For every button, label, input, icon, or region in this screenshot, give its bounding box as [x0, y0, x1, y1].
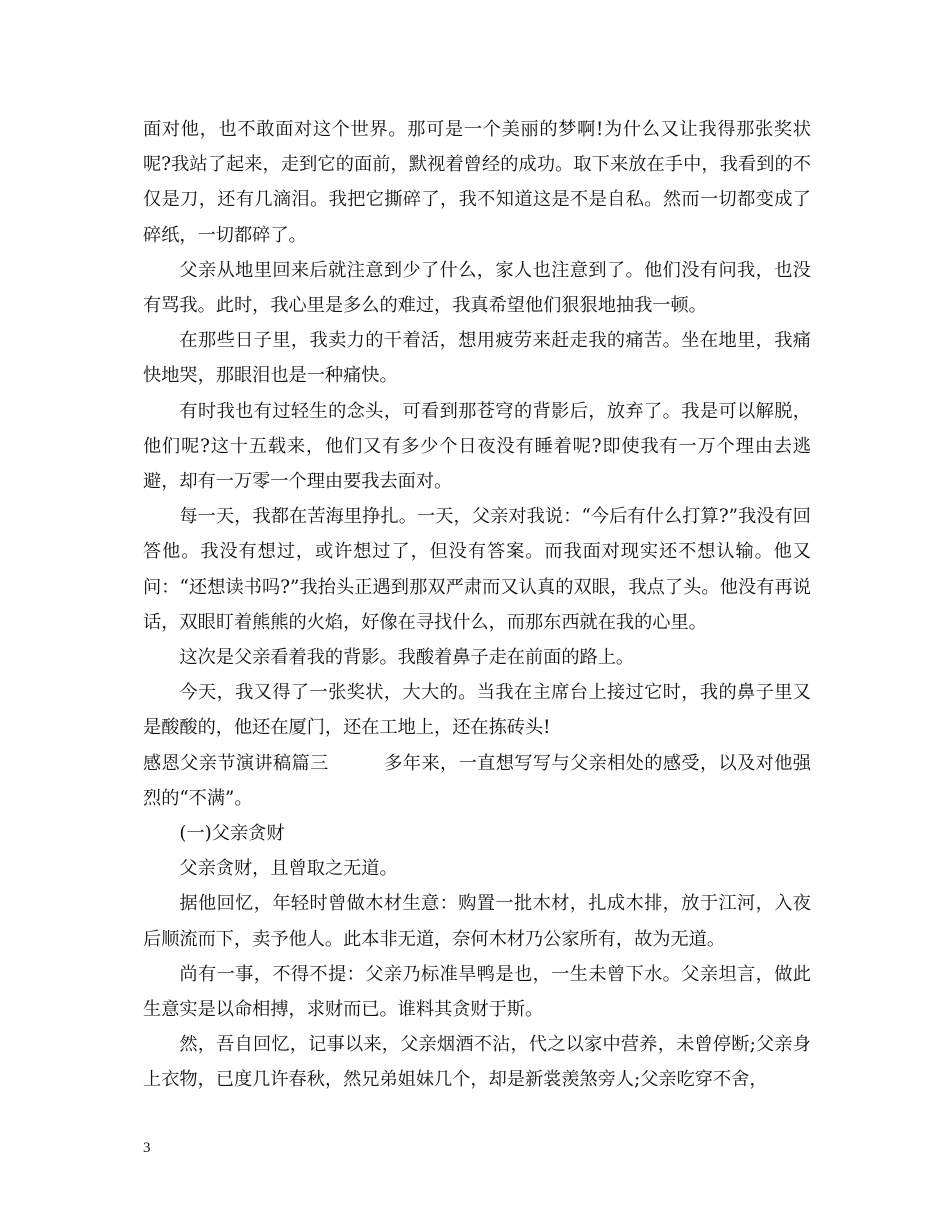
paragraph-2: 父亲从地里回来后就注意到少了什么，家人也注意到了。他们没有问我，也没有骂我。此时，我心里是多么的难过，我真希望他们狠狠地抽我一顿。	[143, 259, 811, 317]
paragraph-13: 然，吾自回忆，记事以来，父亲烟酒不沾，代之以家中营养，未曾停断;父亲身上衣物，已度几许春秋，然兄弟姐妹几个，却是新裳羡煞旁人;父亲吃穿不舍，	[143, 1034, 811, 1091]
paragraph-5: 每一天，我都在苦海里挣扎。一天，父亲对我说：“今后有什么打算?”我没有回答他。我没有想过，或许想过了，但没有答案。而我面对现实还不想认输。他又问：“还想读书吗?”我抬头正遇到那双严肃而又认真的双眼，我点了头。他没有再说话，双眼盯着熊熊的火焰，好像在寻找什么，而那东西就在我的心里。	[143, 506, 811, 633]
paragraph-1: 面对他，也不敢面对这个世界。那可是一个美丽的梦啊!为什么又让我得那张奖状呢?我站了起来，走到它的面前，默视着曾经的成功。取下来放在手中，我看到的不仅是刀，还有几滴泪。我把它撕碎了，我不知道这是不是自私。然而一切都变成了碎纸，一切都碎了。	[143, 119, 811, 246]
paragraph-11: 据他回忆，年轻时曾做木材生意：购置一批木材，扎成木排，放于江河，入夜后顺流而下，卖予他人。此本非无道，奈何木材乃公家所有，故为无道。	[143, 893, 811, 950]
subheading-father-greedy: (一)父亲贪财	[179, 823, 285, 845]
paragraph-6: 这次是父亲看着我的背影。我酸着鼻子走在前面的路上。	[179, 647, 635, 669]
paragraph-4: 有时我也有过轻生的念头，可看到那苍穹的背影后，放弃了。我是可以解脱，他们呢?这十五载来，他们又有多少个日夜没有睡着呢?即使我有一万个理由去逃避，却有一万零一个理由要我去面对。	[143, 400, 811, 493]
paragraph-7: 今天，我又得了一张奖状，大大的。当我在主席台上接过它时，我的鼻子里又是酸酸的，他还在厦门，还在工地上，还在拣砖头!	[143, 682, 811, 739]
section-heading-paragraph: 感恩父亲节演讲稿篇三 多年来，一直想写写与父亲相处的感受，以及对他强烈的“不满”。	[143, 752, 811, 809]
page-number: 3	[143, 1140, 151, 1156]
body-text	[143, 112, 811, 1098]
paragraph-12: 尚有一事，不得不提：父亲乃标准旱鸭是也，一生未曾下水。父亲坦言，做此生意实是以命相搏，求财而已。谁料其贪财于斯。	[143, 963, 811, 1021]
paragraph-10: 父亲贪财，且曾取之无道。	[179, 858, 398, 880]
paragraph-3: 在那些日子里，我卖力的干着活，想用疲劳来赶走我的痛苦。坐在地里，我痛快地哭，那眼泪也是一种痛快。	[143, 330, 811, 387]
